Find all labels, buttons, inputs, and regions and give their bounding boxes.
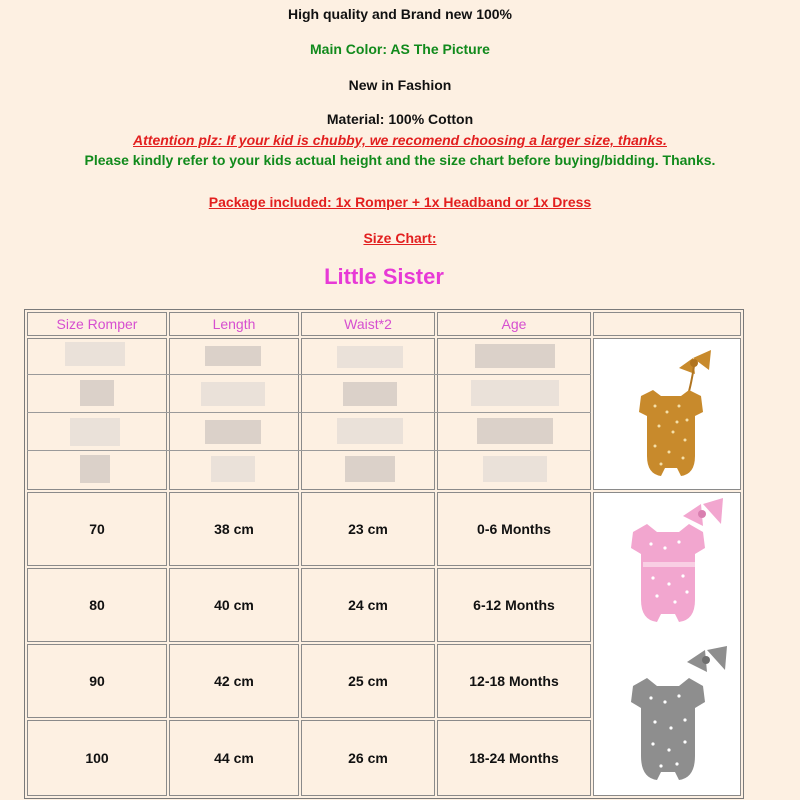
cell-waist: 24 cm: [301, 568, 435, 642]
headband-bow-icon: [679, 350, 711, 398]
cell-age: 6-12 Months: [437, 568, 591, 642]
cell-length: 44 cm: [169, 720, 299, 796]
cell-size: 100: [27, 720, 167, 796]
quality-line: High quality and Brand new 100%: [287, 6, 513, 22]
col-header-waist: Waist*2: [301, 312, 435, 336]
cell-age: 12-18 Months: [437, 644, 591, 718]
cell-size: 70: [27, 492, 167, 566]
refer-line: Please kindly refer to your kids actual height and the size chart before buying/bidding. Thanks.: [84, 152, 716, 168]
pink-romper-image: [613, 496, 731, 636]
blur-patch: [337, 418, 403, 444]
col-header-size: Size Romper: [27, 312, 167, 336]
cell-size: 90: [27, 644, 167, 718]
blur-patch: [483, 456, 547, 482]
cell-length: 40 cm: [169, 568, 299, 642]
cell-waist: 25 cm: [301, 644, 435, 718]
mustard-romper-image: [621, 346, 721, 488]
cell-age: 0-6 Months: [437, 492, 591, 566]
blur-patch: [70, 418, 120, 446]
blur-patch: [80, 380, 114, 406]
fashion-line: New in Fashion: [348, 77, 452, 93]
grey-romper-image: [613, 646, 731, 794]
blur-patch: [475, 344, 555, 368]
package-line: Package included: 1x Romper + 1x Headband or 1x Dress: [208, 194, 592, 210]
col-header-picture: [593, 312, 741, 336]
attention-line: Attention plz: If your kid is chubby, we recomend choosing a larger size, thanks.: [133, 132, 667, 148]
cell-length: 42 cm: [169, 644, 299, 718]
blur-patch: [80, 455, 110, 483]
romper-icon: [631, 524, 705, 622]
size-chart-label: Size Chart:: [363, 230, 437, 246]
blur-patch: [345, 456, 395, 482]
cell-waist: 26 cm: [301, 720, 435, 796]
cell-age: 18-24 Months: [437, 720, 591, 796]
size-table: [24, 309, 744, 799]
headband-bow-icon: [683, 498, 723, 526]
romper-icon: [631, 678, 705, 780]
col-header-length: Length: [169, 312, 299, 336]
table-title: Little Sister: [324, 264, 444, 289]
cell-waist: 23 cm: [301, 492, 435, 566]
blur-patch: [65, 342, 125, 366]
blur-patch: [211, 456, 255, 482]
headband-bow-icon: [687, 646, 727, 672]
blur-patch: [477, 418, 553, 444]
blur-patch: [343, 382, 397, 406]
blur-patch: [471, 380, 559, 406]
main-color-line: Main Color: AS The Picture: [310, 41, 490, 57]
blur-patch: [205, 420, 261, 444]
romper-icon: [639, 390, 703, 476]
col-header-age: Age: [437, 312, 591, 336]
blur-patch: [201, 382, 265, 406]
cell-size: 80: [27, 568, 167, 642]
cell-length: 38 cm: [169, 492, 299, 566]
blur-patch: [337, 346, 403, 368]
material-line: Material: 100% Cotton: [326, 111, 474, 127]
blur-patch: [205, 346, 261, 366]
